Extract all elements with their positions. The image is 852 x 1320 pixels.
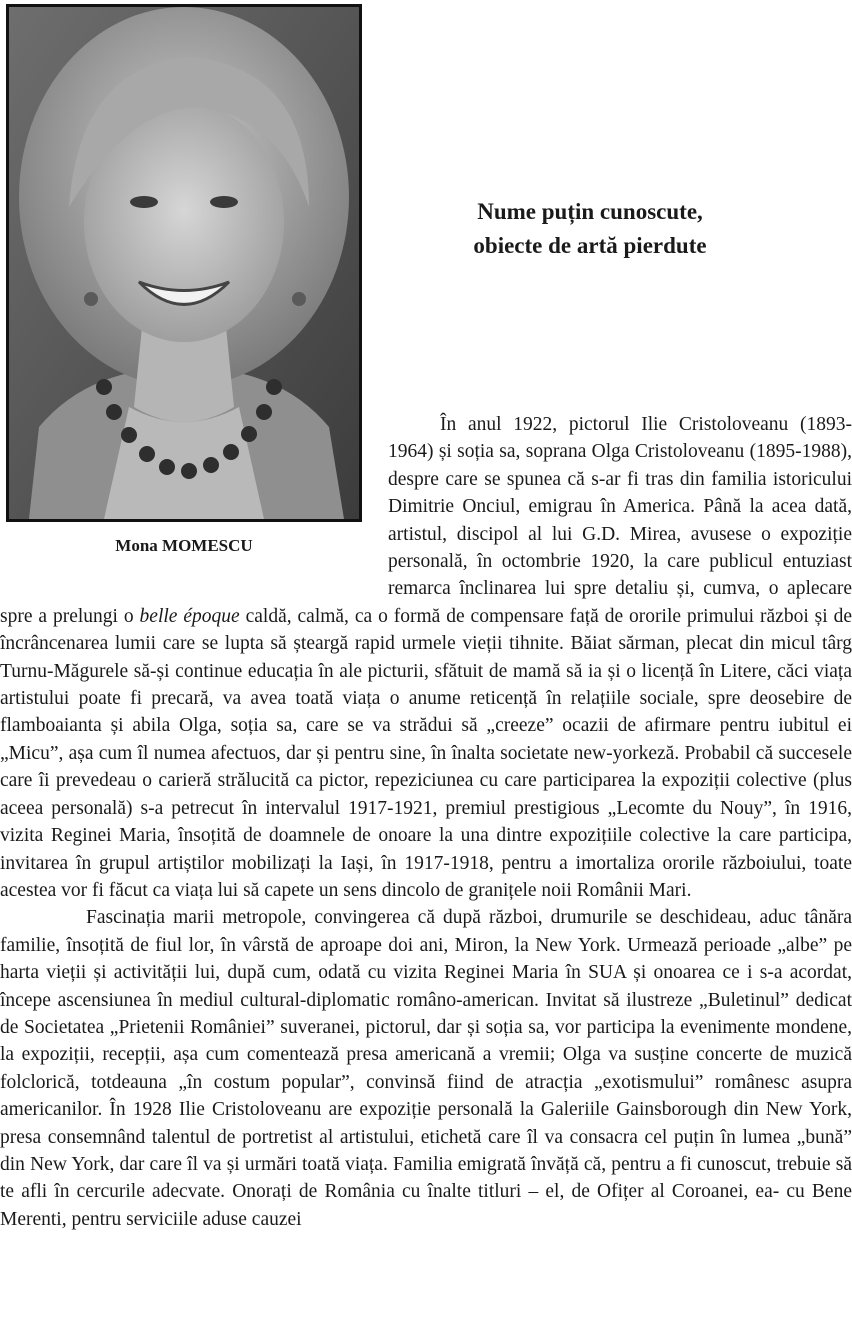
article-title: [390, 195, 790, 263]
photo-wrap-spacer: [0, 411, 388, 576]
paragraph-1-text-b: caldă, calmă, ca o formă de compensare față de ororile primului război și de încrâncenarea lumii care se lupta să șteargă rapid urmele vieții tihnite. Băiat sărman, plecat din micul târg Turnu-Măgurele să-și continue educația în ale picturii, sfătuit de mamă să ia și o licență în Litere, căci viața artistului poate fi precară, va avea toată viața o anume reticență în relațiile sociale, spre deosebire de flamboaianta și abila Olga, soția sa, care se va strădui să „creeze” ocazii de afirmare pentru iubitul ei „Micu”, așa cum îl numea afectuos, dar și pentru sine, în înalta societate new-yorkeză. Probabil că succesele care îi prevedeau o carieră strălucită ca pictor, repeziciunea cu care participarea la expoziții colective (plus aceea personală) s-a petrecut în intervalul 1917-1921, premiul prestigious „Lecomte du Nouy”, în 1916, vizita Reginei Maria, însoțită de doamnele de onoare la una dintre expozițiile colective la care participa, invitarea în grupul artiștilor mobilizați la Iași, în 1917-1918, pentru a imortaliza ororile războiului, toate acestea vor fi făcut ca viața lui să capete un sens dincolo de granițele noii Românii Mari.: [0, 605, 852, 901]
title-line-2: obiecte de artă pierdute: [473, 233, 707, 258]
title-line-1: Nume puțin cunoscute,: [477, 199, 703, 224]
paragraph-1-italic: belle époque: [139, 605, 240, 627]
paragraph-1-text-a: În anul 1922, pictorul Ilie Cristoloveanu (1893-1964) și soția sa, soprana Olga Cristoloveanu (1895-1988), despre care se spunea că s-ar fi tras din familia istoricului Dimitrie Onciul, emigrau în America. Până la acea dată, artistul, discipol al lui G.D. Mirea, avusese o expoziție personală, în octombrie 1920, la care publicul entuziast remarca înclinarea lui spre detaliu și, cumva, o aplecare spre a prelungi o: [0, 414, 852, 627]
photo-caption: Mona MOMESCU: [115, 536, 253, 555]
paragraph-2: Fascinația marii metropole, convingerea că după război, drumurile se deschideau, aduc tânăra familie, însoțită de fiul lor, în vârstă de aproape doi ani, Miron, la New York. Urmează perioade „albe” pe harta vieții și activității lui, după cum, odată cu vizita Reginei Maria în SUA și onoarea ce i s-a acordat, începe ascensiunea în mediul cultural-diplomatic româno-american. Invitat să ilustreze „Buletinul” dedicat de Societatea „Prietenii României” suveranei, pictorul, dar și soția sa, vor participa la evenimente mondene, la expoziții, recepții, așa cum comentează presa americană a vremii; Olga va susține concerte de muzică folclorică, totdeauna „în costum popular”, convinsă fiind de atracția „exotismului” românesc asupra americanilor. În 1928 Ilie Cristoloveanu are expoziție personală la Galeriile Gainsborough din New York, presa consemnând talentul de portretist al artistului, etichetă care îl va consacra cel puțin în lumea „bună” din New York, dar care îl va și urmări toată viața. Familia emigrată învăță că, pentru a fi cunoscut, trebuie să te afli în cercurile adecvate. Onorați de România cu înalte titluri – el, de Ofițer al Coroanei, ea- cu Bene Merenti, pentru serviciile aduse cauzei: [0, 907, 852, 1230]
article-body: [0, 411, 852, 1233]
